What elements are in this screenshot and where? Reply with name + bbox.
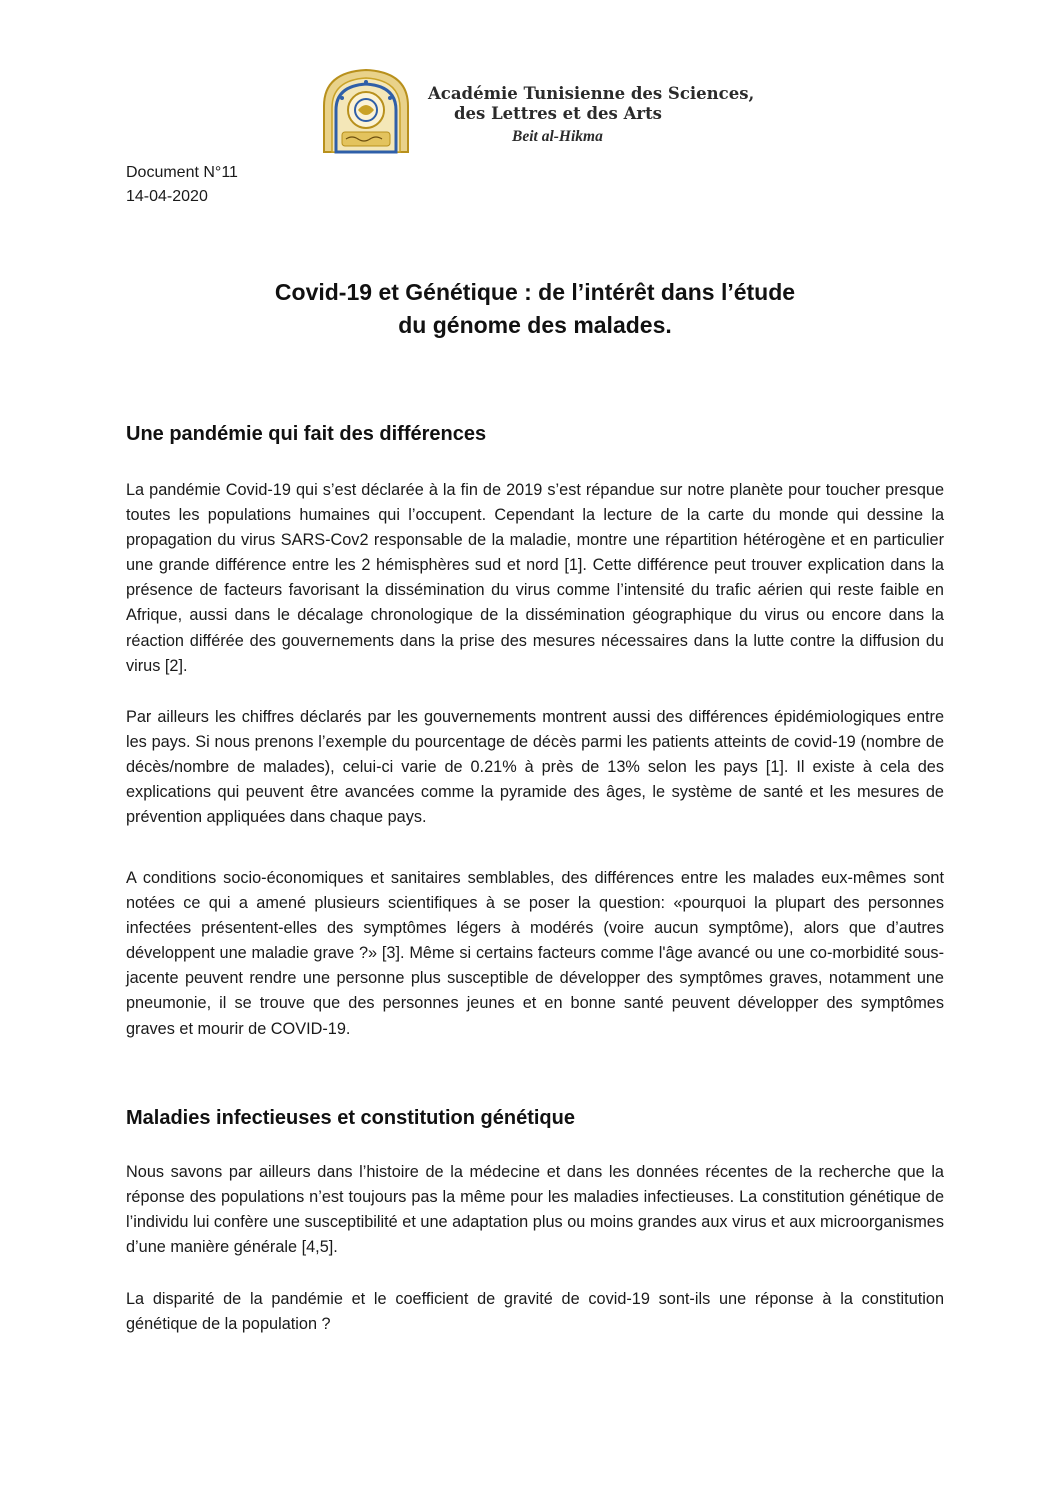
paragraph: Nous savons par ailleurs dans l’histoire de la médecine et dans les données récentes de la recherche que la réponse des populations n’est toujours pas la même pour les maladies infectieuses. La constitution génétique de l’individu lui confère une susceptibilité et une adaptation plus ou moins grandes aux virus et aux microorganismes d’une manière générale [4,5]. [126,1163,944,1257]
section-heading: Une pandémie qui fait des différences [126,423,487,445]
document-number: Document N°11 [126,164,238,181]
title-line1: Covid-19 et Génétique : de l’intérêt dans l’étude [274,279,796,305]
paragraph: La pandémie Covid-19 qui s’est déclarée à la fin de 2019 s’est répandue sur notre planète pour toucher presque toutes les populations humaines qui l’occupent. Cependant la lecture de la carte du monde qui dessine la propagation du virus SARS-Cov2 responsable de la maladie, montre une répartition hétérogène et en particulier une grande différence entre les 2 hémisphères sud et nord [1]. Cette différence peut trouver explication dans la présence de facteurs favorisant la dissémination du virus comme l’intensité du trafic aérien qui reste faible en Afrique, aussi dans le décalage chronologique de la dissémination géographique du virus ou encore dans la réaction différée des gouvernements dans la prise des mesures nécessaires dans la lutte contre la diffusion du virus [2]. [126,481,944,675]
title-line2: du génome des malades. [398,312,672,338]
section-heading: Maladies infectieuses et constitution génétique [126,1107,575,1129]
paragraph: La disparité de la pandémie et le coefficient de gravité de covid-19 sont-ils une réponse à la constitution génétique de la population ? [126,1290,944,1334]
page-header [316,66,755,156]
page-title [120,276,950,342]
document-date: 14-04-2020 [126,188,208,205]
paragraph: A conditions socio-économiques et sanitaires semblables, des différences entre les malades eux-mêmes sont notées ce qui a amené plusieurs scientifiques à se poser la question: «pourquoi la plupart des personnes infectées présentent-elles des symptômes légers à modérés (voire aucun symptôme), alors que d’autres développent une maladie grave ?» [3]. Même si certains facteurs comme l'âge avancé ou une co-morbidité sous-jacente peuvent rendre une personne plus susceptible de développer des symptômes graves, notamment une pneumonie, il se trouve que des personnes jeunes et en bonne santé peuvent développer des symptômes graves et mourir de COVID-19. [126,869,944,1038]
org-name-line1: Académie Tunisienne des Sciences, [428,84,755,103]
org-subtitle: Beit al-Hikma [512,128,603,145]
org-name-line2: des Lettres et des Arts [454,104,662,123]
document-meta [126,161,238,209]
paragraph: Par ailleurs les chiffres déclarés par les gouvernements montrent aussi des différences épidémiologiques entre les pays. Si nous prenons l’exemple du pourcentage de décès parmi les patients atteints de covid-19 (nombre de décès/nombre de malades), celui-ci varie de 0.21% à près de 13% selon les pays [1]. Il existe à cela des explications qui peuvent être avancées comme la pyramide des âges, le système de santé et les mesures de prévention appliquées dans chaque pays. [126,708,944,827]
academy-emblem-icon [316,66,416,156]
